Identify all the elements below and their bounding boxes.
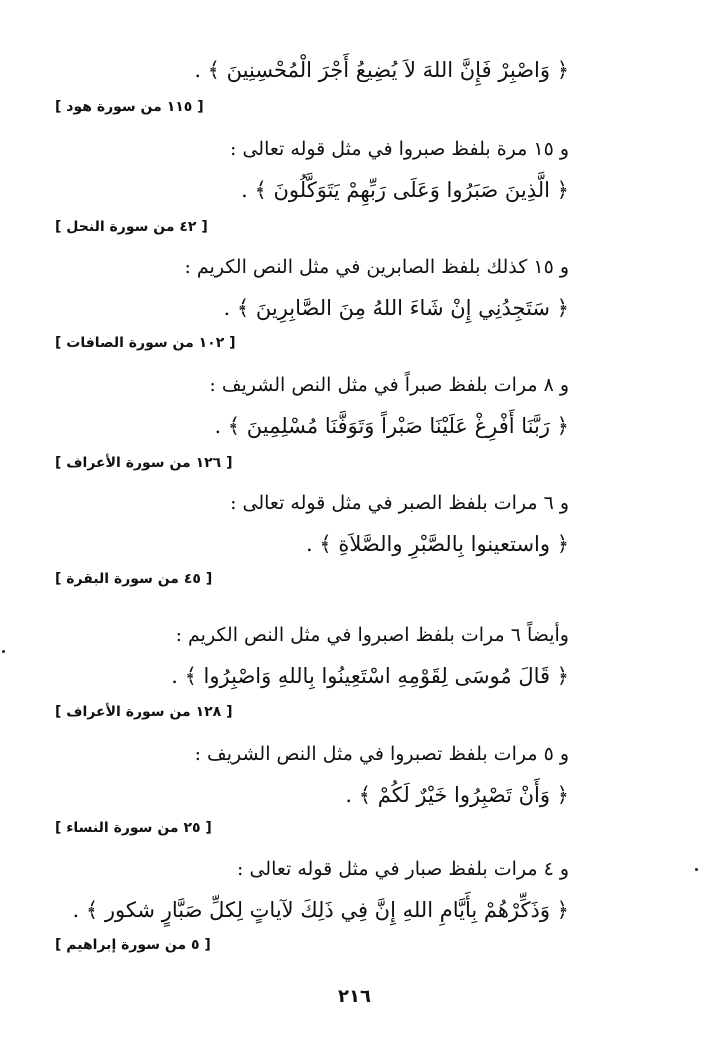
verse-line: ﴿ قَالَ مُوسَى لِقَوْمِهِ اسْتَعِينُوا بِاللهِ وَاصْبِرُوا ﴾ . [171, 664, 569, 688]
surah-reference: [ ٥ من سورة إبراهيم ] [55, 937, 211, 953]
scan-speck [2, 650, 5, 653]
verse-line: ﴿ الَّذِينَ صَبَرُوا وَعَلَى رَبِّهِمْ يَتَوَكَّلُونَ ﴾ . [241, 178, 569, 202]
scan-speck [695, 868, 698, 871]
intro-line: و ١٥ مرة بلفظ صبروا في مثل قوله تعالى : [230, 138, 569, 160]
intro-line: و ١٥ كذلك بلفظ الصابرين في مثل النص الكريم : [184, 256, 569, 278]
intro-line: و ٨ مرات بلفظ صبراً في مثل النص الشريف : [209, 374, 569, 396]
page-number: ٢١٦ [338, 986, 371, 1007]
intro-line: و ٦ مرات بلفظ الصبر في مثل قوله تعالى : [230, 492, 569, 514]
verse-line: ﴿ وَذَكِّرْهُمْ بِأَيَّامِ اللهِ إِنَّ فِي ذَلِكَ لآياتٍ لِكلِّ صَبَّارٍ شكور ﴾ . [72, 898, 569, 922]
surah-reference: [ ٤٢ من سورة النحل ] [55, 219, 208, 235]
intro-line: و ٤ مرات بلفظ صبار في مثل قوله تعالى : [237, 858, 569, 880]
surah-reference: [ ١١٥ من سورة هود ] [55, 99, 204, 115]
verse-line: ﴿ وَأَنْ تَصْبِرُوا خَيْرٌ لَكُمْ ﴾ . [345, 783, 569, 807]
verse-line: ﴿ رَبَّنَا أَفْرِغْ عَلَيْنَا صَبْراً وَتَوَفَّنَا مُسْلِمِينَ ﴾ . [214, 414, 569, 438]
surah-reference: [ ١٢٨ من سورة الأعراف ] [55, 704, 233, 720]
verse-line: ﴿ واستعينوا بِالصَّبْرِ والصَّلاَةِ ﴾ . [306, 532, 569, 556]
surah-reference: [ ١٠٢ من سورة الصافات ] [55, 335, 236, 351]
intro-line: و ٥ مرات بلفظ تصبروا في مثل النص الشريف : [194, 743, 569, 765]
verse-line: ﴿ وَاصْبِرْ فَإِنَّ اللهَ لاَ يُضِيعُ أَجْرَ الْمُحْسِنِينَ ﴾ . [194, 58, 569, 82]
surah-reference: [ ١٢٦ من سورة الأعراف ] [55, 455, 233, 471]
intro-line: وأيضاً ٦ مرات بلفظ اصبروا في مثل النص الكريم : [175, 624, 569, 646]
surah-reference: [ ٤٥ من سورة البقرة ] [55, 571, 213, 587]
surah-reference: [ ٢٥ من سورة النساء ] [55, 820, 212, 836]
verse-line: ﴿ سَتَجِدُنِي إِنْ شَاءَ اللهُ مِنَ الصَّابِرِينَ ﴾ . [223, 296, 569, 320]
